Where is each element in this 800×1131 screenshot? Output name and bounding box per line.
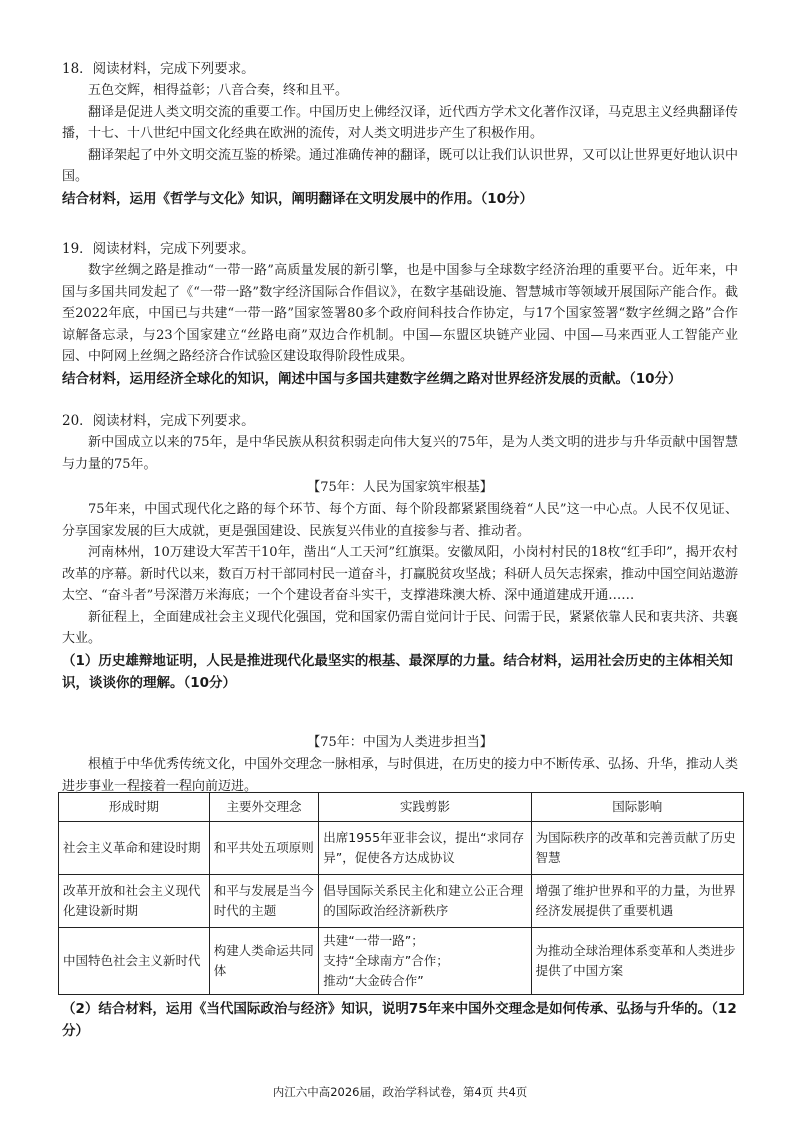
- table-cell: 增强了维护世界和平的力量，为世界经济发展提供了重要机遇: [531, 875, 743, 928]
- table-cell: 为推动全球治理体系变革和人类进步提供了中国方案: [531, 928, 743, 995]
- table-cell: 改革开放和社会主义现代化建设新时期: [59, 875, 210, 928]
- question-18-paragraph-2: 翻译是促进人类文明交流的重要工作。中国历史上佛经汉译，近代西方学术文化著作汉译，马克思主义经典翻译传播，十七、十八世纪中国文化经典在欧洲的流传，对人类文明进步产生了积极作用。: [62, 104, 739, 141]
- question-19: [62, 238, 738, 390]
- question-18-task: 结合材料，运用《哲学与文化》知识，阐明翻译在文明发展中的作用。（10分）: [62, 190, 534, 207]
- diplomacy-table: [58, 792, 744, 995]
- question-20-task-1: （1）历史雄辩地证明，人民是推进现代化最坚实的根基、最深厚的力量。结合材料，运用社会历史的主体相关知识，谈谈你的理解。（10分）: [62, 652, 733, 691]
- question-20-paragraph-4: 新征程上，全面建成社会主义现代化强国，党和国家仍需自觉问计于民、问需于民，紧紧依靠人民和衷共济、共襄大业。: [62, 609, 739, 646]
- question-20-paragraph-1: 新中国成立以来的75年，是中华民族从积贫积弱走向伟大复兴的75年，是为人类文明的进步与升华贡献中国智慧与力量的75年。: [62, 435, 738, 472]
- table-cell: 社会主义革命和建设时期: [59, 822, 210, 875]
- question-18-heading: 18．阅读材料，完成下列要求。: [62, 61, 255, 77]
- table-cell: 中国特色社会主义新时代: [59, 928, 210, 995]
- question-20-paragraph-2: 75年来，中国式现代化之路的每个环节、每个方面、每个阶段都紧紧围绕着“人民”这一中心点。人民不仅见证、分享国家发展的巨大成就，更是强国建设、民族复兴伟业的直接参与者、推动者。: [62, 502, 738, 539]
- page-footer: 内江六中高2026届，政治学科试卷，第4页 共4页: [272, 1085, 528, 1099]
- question-20-paragraph-5: 根植于中华优秀传统文化，中国外交理念一脉相承，与时俱进，在历史的接力中不断传承、弘扬、升华，推动人类进步事业一程接着一程向前迈进。: [62, 757, 739, 794]
- table-cell: 为国际秩序的改革和完善贡献了历史智慧: [531, 822, 743, 875]
- question-18-paragraph-3: 翻译架起了中外文明交流互鉴的桥梁。通过准确传神的翻译，既可以让我们认识世界，又可以让世界更好地认识中国。: [62, 147, 739, 184]
- table-cell: 共建“一带一路”； 支持“全球南方”合作； 推动“大金砖合作”: [319, 928, 531, 995]
- table-cell: 出席1955年亚非会议，提出“求同存异”，促使各方达成协议: [319, 822, 531, 875]
- question-20: [62, 410, 738, 694]
- table-header-cell: 形成时期: [59, 793, 210, 822]
- table-cell: 构建人类命运共同体: [209, 928, 319, 995]
- table-header-row: [59, 793, 744, 822]
- table-header-cell: 主要外交理念: [209, 793, 319, 822]
- question-18: [62, 58, 738, 210]
- question-20-task-2: （2）结合材料，运用《当代国际政治与经济》知识，说明75年来中国外交理念是如何传承、弘扬与升华的。（12分）: [62, 1001, 737, 1039]
- section-heading-diplomacy: 【75年：中国为人类进步担当】: [307, 735, 493, 750]
- table-header-cell: 国际影响: [531, 793, 743, 822]
- table-row: [59, 822, 744, 875]
- table-row: [59, 928, 744, 995]
- question-18-paragraph-1: 五色交辉，相得益彰；八音合奏，终和且平。: [88, 83, 349, 98]
- table-cell: 倡导国际关系民主化和建立公正合理的国际政治经济新秩序: [319, 875, 531, 928]
- section-heading-people: 【75年：人民为国家筑牢根基】: [307, 480, 493, 495]
- table-row: [59, 875, 744, 928]
- table-cell: 和平共处五项原则: [209, 822, 319, 875]
- table-header-cell: 实践剪影: [319, 793, 531, 822]
- question-20-heading: 20．阅读材料，完成下列要求。: [62, 413, 255, 429]
- question-19-heading: 19．阅读材料，完成下列要求。: [62, 241, 255, 257]
- question-19-paragraph-1: 数字丝绸之路是推动“一带一路”高质量发展的新引擎，也是中国参与全球数字经济治理的重要平台。近年来，中国与多国共同发起了《“一带一路”数字经济国际合作倡议》，在数字基础设施、智慧城市等领域开展国际产能合作。截至2022年底，中国已与共建“一带一路”国家签署80多个政府间科技合作协定，与17个国家签署“数字丝绸之路”合作谅解备忘录，与23个国家建立“丝路电商”双边合作机制。中国—东盟区块链产业园、中国—马来西亚人工智能产业园、中阿网上丝绸之路经济合作试验区建设取得阶段性成果。: [62, 263, 738, 364]
- question-19-task: 结合材料，运用经济全球化的知识，阐述中国与多国共建数字丝绸之路对世界经济发展的贡献。（10分）: [62, 370, 682, 387]
- question-20-part-2-material: [62, 730, 738, 797]
- question-20-part-2-task: [62, 998, 738, 1042]
- question-20-paragraph-3: 河南林州，10万建设大军苦干10年，凿出“人工天河”红旗渠。安徽凤阳，小岗村村民的18枚“红手印”，揭开农村改革的序幕。新时代以来，数百万村干部同村民一道奋斗，打赢脱贫攻坚战；科研人员矢志探索，推动中国空间站遨游太空、“奋斗者”号深潜万米海底；一个个建设者奋斗实干，支撑港珠澳大桥、深中通道建成开通……: [62, 545, 739, 603]
- table-cell: 和平与发展是当今时代的主题: [209, 875, 319, 928]
